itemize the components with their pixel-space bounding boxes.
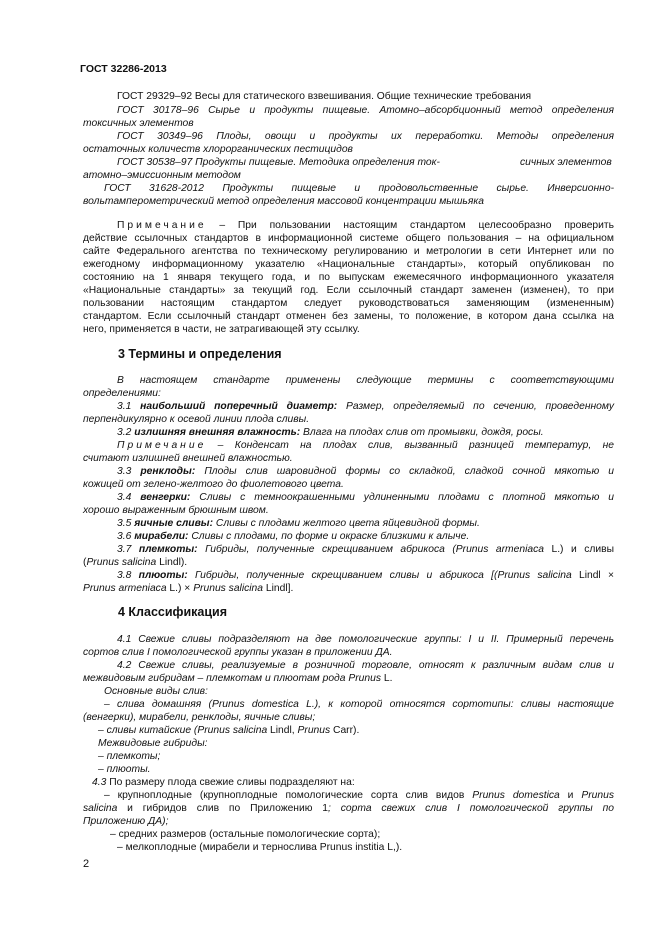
term-3-5: [117, 517, 614, 530]
clause-text: L.: [380, 673, 393, 684]
clause-4-1: 4.1 Свежие сливы подразделяют на две помологические группы: I и II. Примерный перечень: [117, 634, 614, 645]
note-line: «Национальные стандарты» за текущий год. Если ссылочный стандарт заменен (изменен), то при: [83, 285, 614, 296]
list-text: ; сорта свежих слив I помологической группы по: [328, 803, 614, 814]
list-text: – сливы китайские (: [98, 725, 198, 736]
term-3-4: [117, 491, 614, 504]
hybrids-heading: Межвидовые гибриды:: [98, 738, 208, 749]
term-number: 3.4: [117, 492, 141, 503]
section-4-title: 4 Классификация: [118, 605, 228, 619]
term-number: 3.2: [117, 427, 135, 438]
list-item-plumcots: – племкоты;: [98, 751, 161, 762]
list-text: ослива Prunus institia L,).: [283, 842, 403, 853]
term-number: 3.7: [117, 544, 139, 555]
paren: (: [83, 557, 87, 568]
term-name: плюоты:: [138, 570, 188, 581]
term-number: 3.6: [117, 531, 135, 542]
list-item-medium: – средних размеров (остальные помологические сорта);: [110, 829, 381, 840]
latin-name: Prunus domestica: [211, 699, 299, 710]
note-line: него, применяется в части, не затрагивающей эту ссылку.: [83, 324, 360, 335]
term-definition: Размер, определяемый по сечению, проведенному: [337, 401, 614, 412]
term-definition: L.) ×: [166, 583, 194, 594]
term-name: яичные сливы:: [134, 518, 214, 529]
latin-name: Prunus armeniaca: [455, 544, 544, 555]
term-name: наибольший поперечный диаметр:: [140, 401, 338, 412]
term-name: венгерки:: [140, 492, 191, 503]
list-text: Carr).: [330, 725, 360, 736]
list-item-pluots: – плюоты.: [98, 764, 151, 775]
latin-name: Prunus: [581, 790, 614, 801]
term-3-3-cont: кожицей от зелено-желтого до фиолетового цвета.: [83, 479, 344, 490]
term-number: 3.5: [117, 518, 135, 529]
latin-name: Prunus salicina: [193, 583, 264, 594]
ref-30178: ГОСТ 30178–96 Сырье и продукты пищевые. Атомно–абсорбционный метод определения: [117, 105, 614, 116]
term-definition: Сливы с темноокрашенными удлиненными плодами с плотной мякотью и: [190, 492, 614, 503]
note-first-line: [117, 219, 614, 232]
term-definition: L.) и сливы: [543, 544, 615, 555]
clause-4-3: [92, 776, 623, 789]
term-definition: Сливы с плодами, по форме и окраске близкими к алыче.: [188, 531, 470, 542]
term-definition: Сливы с плодами желтого цвета яйцевидной формы.: [213, 518, 480, 529]
note-line: ежегодному информационному указателю «Национальные стандарты», который опубликован по: [83, 259, 614, 270]
ref-29329: ГОСТ 29329–92 Весы для статического взвешивания. Общие технические требования: [117, 91, 532, 102]
document-header: ГОСТ 32286-2013: [80, 63, 167, 75]
s3-intro-cont: определениями:: [83, 388, 161, 399]
list-text: – слива домашняя (: [104, 699, 212, 710]
list-item-salicina: [98, 724, 629, 737]
latin-name: salicina: [83, 803, 118, 814]
term-definition: Lindl ×: [571, 570, 614, 581]
note-line: действие ссылочных стандартов в информационной системе общего пользования – на официальном: [83, 233, 614, 244]
term-name: ренклоды:: [140, 466, 196, 477]
list-text: L.), к которой относятся сортотипы: сливы настоящие: [298, 699, 615, 710]
term-3-1-cont: перпендикулярно к осевой линии плода сливы.: [83, 414, 310, 425]
note-label: Примечание: [117, 440, 207, 451]
term-definition: Гибриды, полученные скрещиванием сливы и абрикоса [(: [187, 570, 498, 581]
ref-30538-tail: сичных элементов: [520, 157, 612, 168]
note-line: стандартом. Если ссылочный стандарт отменен без замены, то положение, в котором дана ссылка на: [83, 311, 614, 322]
term-3-6: [117, 530, 614, 543]
clause-text: межвидовым гибридам – племкотам и плюотам рода: [83, 673, 349, 684]
list-item-large: [104, 789, 614, 802]
term-number: 3.3: [117, 466, 141, 477]
clause-4-2-cont: [83, 672, 614, 685]
clause-text: По размеру плода свежие сливы подразделяют на:: [106, 777, 355, 788]
term-definition: Влага на плодах слив от промывки, дождя, росы.: [300, 427, 544, 438]
term-definition: Гибриды, полученные скрещиванием абрикоса (: [197, 544, 456, 555]
term-3-3: [117, 465, 614, 478]
term-name: мирабели:: [134, 531, 189, 542]
main-kinds-heading: Основные виды слив:: [104, 686, 208, 697]
clause-4-2: 4.2 Свежие сливы, реализуемые в розничной торговле, относят к различным видам слив и: [117, 660, 614, 671]
term-definition: Плоды слив шаровидной формы со складкой, сладкой сочной мякотью и: [195, 466, 614, 477]
latin-name: Prunus salicina: [497, 570, 572, 581]
latin-name: Prunus: [348, 673, 381, 684]
list-item-large-cont: [83, 802, 614, 815]
note-text: – При пользовании настоящим стандартом целесообразно проверить: [206, 220, 614, 231]
term-3-7-cont: [83, 556, 614, 569]
term-number: 3.1: [117, 401, 141, 412]
latin-name: Prunus salicina: [197, 725, 268, 736]
ref-31628-cont: вольтамперометрический метод определения массовой концентрации мышьяка: [83, 196, 484, 207]
list-item-domestica: [104, 698, 614, 711]
list-item-large-cont2: Приложению ДА);: [83, 816, 169, 827]
list-text: и: [559, 790, 582, 801]
note-label: Примечание: [117, 220, 207, 231]
term-name: излишняя внешняя влажность:: [134, 427, 301, 438]
page-number: 2: [83, 858, 90, 870]
latin-name: Prunus salicina: [86, 557, 157, 568]
list-text: – мелкоплодные (мирабели и терн: [117, 842, 284, 853]
list-text: – крупноплодные (крупноплодные помологические сорта слив видов: [104, 790, 473, 801]
term-3-8: [117, 569, 614, 582]
latin-name: Prunus armeniaca: [83, 583, 167, 594]
term-3-2: [117, 426, 614, 439]
term-3-4-cont: хорошо выраженным брюшным швом.: [83, 505, 269, 516]
term-3-1: [117, 400, 614, 413]
note-line: сайте Федерального агентства по техническому регулированию и метрологии в сети Интернет или по: [83, 246, 614, 257]
term-number: 3.8: [117, 570, 139, 581]
clause-4-1-cont: сортов слив I помологической группы указан в приложении ДА.: [83, 647, 393, 658]
ref-30538-cont: атомно–эмиссионным методом: [83, 170, 241, 181]
list-item-domestica-cont: (венгерки), мирабели, ренклоды, яичные сливы;: [83, 712, 316, 723]
latin-name: Prunus domestica: [472, 790, 560, 801]
term-name: племкоты:: [138, 544, 198, 555]
term-definition: Lindl).: [156, 557, 188, 568]
list-item-small: [117, 841, 648, 854]
term-definition: Lindl].: [263, 583, 294, 594]
ref-30349-cont: остаточных количеств хлорорганических пестицидов: [83, 144, 353, 155]
ref-30349: ГОСТ 30349–96 Плоды, овощи и продукты их переработки. Методы определения: [117, 131, 614, 142]
list-text: и гибридов слив по Приложению 1: [117, 803, 329, 814]
latin-name: Prunus: [297, 725, 331, 736]
note-line: состоянию на 1 января текущего года, и по выпускам ежемесячного информационного указателя: [83, 272, 614, 283]
ref-31628: ГОСТ 31628-2012 Продукты пищевые и продовольственные сырье. Инверсионно-: [104, 183, 614, 194]
term-note-cont: считают излишней внешней влажностью.: [83, 453, 293, 464]
ref-30538: ГОСТ 30538–97 Продукты пищевые. Методика определения ток-: [117, 157, 440, 168]
ref-30178-cont: токсичных элементов: [83, 118, 194, 129]
note-line: пользовании настоящим стандартом следует руководствоваться заменяющим (измененным): [83, 298, 614, 309]
term-note: [117, 439, 614, 452]
section-3-title: 3 Термины и определения: [118, 347, 282, 361]
clause-number: 4.3: [92, 777, 107, 788]
note-text: – Конденсат на плодах слив, вызванный разницей температур, не: [206, 440, 614, 451]
s3-intro: В настоящем стандарте применены следующие термины с соответствующими: [117, 375, 614, 386]
term-3-7: [117, 543, 614, 556]
list-text: Lindl,: [267, 725, 298, 736]
term-3-8-cont: [83, 582, 614, 595]
